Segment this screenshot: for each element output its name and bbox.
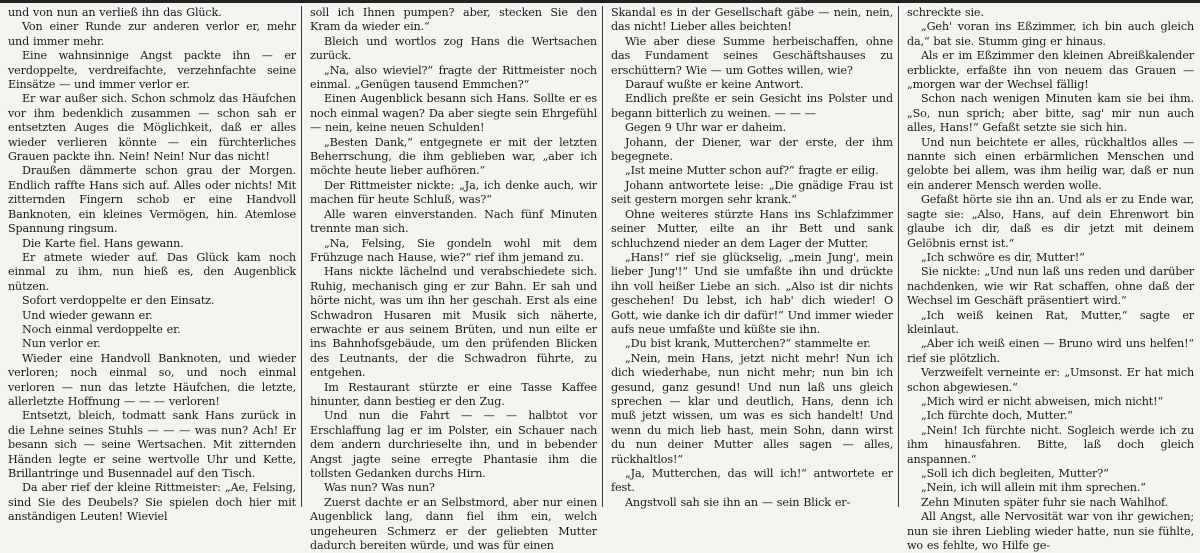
paragraph: Johann antwortete leise: „Die gnädige Frau ist seit gestern morgen sehr krank.“ bbox=[611, 178, 893, 207]
paragraph: Johann, der Diener, war der erste, der ihm begegnete. bbox=[611, 135, 893, 164]
paragraph: „Hans!“ rief sie glückselig, „mein Jung', mein lieber Jung'!“ Und sie umfaßte ihn und drückte ihn voll heißer Liebe an sich. „Also ist dir nichts geschehen! Du lebst, ich hab' dich wieder! O Gott, wie danke ich dir dafür!“ Und immer wieder aufs neue umfaßte und küßte sie ihn. bbox=[611, 250, 893, 336]
paragraph: Und wieder gewann er. bbox=[22, 308, 153, 322]
paragraph: „Du bist krank, Mutterchen?“ stammelte er. bbox=[625, 337, 871, 351]
paragraph: Gefaßt hörte sie ihn an. Und als er zu Ende war, sagte sie: „Also, Hans, auf dein Ehrenwort bin glaube ich dir, daß es dir jetzt mit deinem Gelöbnis ernst ist.“ bbox=[907, 193, 1194, 250]
paragraph: Von einer Runde zur anderen verlor er, mehr und immer mehr. bbox=[8, 20, 296, 48]
paragraph: Endlich preßte er sein Gesicht ins Polster und begann bitterlich zu weinen. — — — bbox=[611, 92, 893, 120]
paragraph: Schon nach wenigen Minuten kam sie bei ihm. „So, nun sprich; aber bitte, sag' mir nun auch alles, Hans!“ Gefaßt setzte sie sich hin. bbox=[907, 92, 1194, 135]
paragraph: Sie nickte: „Und nun laß uns reden und darüber nachdenken, wie wir Rat schaffen, ohne daß der Wechsel im Geschäft präsentiert wird.“ bbox=[907, 265, 1194, 308]
paragraph: Darauf wußte er keine Antwort. bbox=[625, 78, 804, 92]
paragraph: Zehn Minuten später fuhr sie nach Wahlhof. bbox=[921, 495, 1169, 509]
text-column-1 bbox=[0, 6, 302, 524]
paragraph: „Ja, Mutterchen, das will ich!“ antwortete er fest. bbox=[611, 467, 893, 495]
paragraph: Er atmete wieder auf. Das Glück kam noch einmal zu ihm, nun hieß es, den Augenblick nützen. bbox=[8, 250, 296, 293]
paragraph: Entsetzt, bleich, todmatt sank Hans zurück in die Lehne seines Stuhls — — — was nun? Ach! Er besann sich — seine Wertsachen. Mit zitternden Händen legte er seine wertvolle Uhr und Kette, Brillantringe und Busennadel auf den Tisch. bbox=[8, 409, 296, 480]
paragraph: All Angst, alle Nervosität war von ihr gewichen; nun sie ihren Liebling wieder hatte, nun sie fühlte, wo es fehlte, wo Hilfe ge- bbox=[907, 510, 1194, 553]
paragraph: „Ist meine Mutter schon auf?“ fragte er eilig. bbox=[625, 164, 879, 178]
paragraph: „Ich weiß keinen Rat, Mutter,“ sagte er kleinlaut. bbox=[907, 308, 1194, 336]
paragraph: Wie aber diese Summe herbeischaffen, ohne das Fundament seines Geschäftshauses zu erschüttern? Wie — um Gottes willen, wie? bbox=[611, 34, 893, 77]
paragraph: „Nein, mein Hans, jetzt nicht mehr! Nun ich dich wiederhabe, nun nicht mehr; nun bin ich gesund, ganz gesund! Und nun laß uns gleich sprechen — klar und deutlich, Hans, denn ich muß jetzt wissen, um was es sich handelt! Und wenn du mich lieb hast, mein Sohn, dann wirst du nun deiner Mutter alles sagen — alles, rückhaltlos!“ bbox=[611, 351, 893, 466]
paragraph: Und nun die Fahrt — — — halbtot vor Erschlaffung lag er im Polster, ein Schauer nach dem andern durchrieselte ihn, und in bebender Angst jagte seine erregte Phantasie ihm die tollsten Gedanken durchs Hirn. bbox=[310, 409, 597, 480]
text-column-2 bbox=[302, 6, 603, 553]
paragraph: Was nun? Was nun? bbox=[324, 481, 435, 495]
paragraph: Noch einmal verdoppelte er. bbox=[22, 322, 181, 336]
paragraph: Sofort verdoppelte er den Einsatz. bbox=[22, 294, 215, 308]
paragraph: Angstvoll sah sie ihn an — sein Blick er- bbox=[625, 495, 851, 509]
paragraph: „Ich fürchte doch, Mutter.“ bbox=[921, 409, 1073, 423]
paragraph: „Ich schwöre es dir, Mutter!“ bbox=[921, 250, 1085, 264]
paragraph: Der Rittmeister nickte: „Ja, ich denke auch, wir machen für heute Schluß, was?“ bbox=[310, 178, 597, 207]
paragraph: „Na, Felsing, Sie gondeln wohl mit dem Frühzuge nach Hause, wie?“ rief ihm jemand zu. bbox=[310, 236, 597, 264]
paragraph: „Mich wird er nicht abweisen, mich nicht!“ bbox=[921, 394, 1164, 408]
paragraph: „Aber ich weiß einen — Bruno wird uns helfen!“ rief sie plötzlich. bbox=[907, 337, 1194, 365]
paragraph: Und nun beichtete er alles, rückhaltlos alles — nannte sich einen erbärmlichen Menschen und gelobte bei allem, was ihm heilig war, daß er nun ein anderer Mensch werden wolle. bbox=[907, 135, 1194, 192]
paragraph: Eine wahnsinnige Angst packte ihn — er verdoppelte, verdreifachte, verzehnfachte seine Einsätze — und immer verlor er. bbox=[8, 49, 296, 92]
paragraph: Die Karte fiel. Hans gewann. bbox=[22, 236, 184, 250]
paragraph: Bleich und wortlos zog Hans die Wertsachen zurück. bbox=[310, 34, 597, 63]
paragraph: Gegen 9 Uhr war er daheim. bbox=[625, 121, 786, 135]
paragraph: und von nun an verließ ihn das Glück. bbox=[8, 6, 222, 19]
paragraph: schreckte sie. bbox=[907, 6, 984, 19]
paragraph: Wieder eine Handvoll Banknoten, und wieder verloren; noch einmal so, und noch einmal verloren — nun das letzte Häufchen, die letzte, allerletzte Hoffnung — — — verloren! bbox=[8, 351, 296, 408]
paragraph: Als er im Eßzimmer den kleinen Abreißkalender erblickte, erfaßte ihn von neuem das Grauen — „morgen war der Wechsel fällig! bbox=[907, 49, 1194, 92]
paragraph: Ohne weiteres stürzte Hans ins Schlafzimmer seiner Mutter, eilte an ihr Bett und sank schluchzend nieder an dem Lager der Mutter. bbox=[611, 207, 893, 250]
paragraph: „Besten Dank,“ entgegnete er mit der letzten Beherrschung, die ihm geblieben war, „aber ich möchte heute lieber aufhören.“ bbox=[310, 135, 597, 178]
paragraph: soll ich Ihnen pumpen? aber, stecken Sie den Kram da wieder ein.“ bbox=[310, 6, 597, 34]
paragraph: „Soll ich dich begleiten, Mutter?“ bbox=[921, 467, 1109, 480]
paragraph: Nun verlor er. bbox=[22, 337, 101, 351]
text-column-3 bbox=[603, 6, 899, 509]
paragraph: Hans nickte lächelnd und verabschiedete sich. Ruhig, mechanisch ging er zur Bahn. Er sah und hörte nicht, was um ihn her geschah. Erst als eine Schwadron Husaren mit Musik sich näherte, erwachte er aus seinem Brüten, und nun eilte er ins Bahnhofsgebäude, um den prüfenden Blicken des Leutnants, der die Schwadron führte, zu entgehen. bbox=[310, 265, 597, 380]
text-column-4 bbox=[899, 6, 1200, 553]
paragraph: „Nein! Ich fürchte nicht. Sogleich werde ich zu ihm hinausfahren. Bitte, laß doch gleich anspannen.“ bbox=[907, 423, 1194, 466]
paragraph: Er war außer sich. Schon schmolz das Häufchen vor ihm bedenklich zusammen — schon sah er entsetzten Auges die Möglichkeit, daß er alles wieder verlieren könnte — ein fürchterliches Grauen packte ihn. Nein! Nein! Nur das nicht! bbox=[8, 92, 296, 164]
paragraph: Draußen dämmerte schon grau der Morgen. Endlich raffte Hans sich auf. Alles oder nichts! Mit zitternden Fingern schob er eine Handvoll Banknoten, ein kleines Vermögen, hin. Atemlose Spannung ringsum. bbox=[8, 164, 296, 236]
paragraph: Alle waren einverstanden. Nach fünf Minuten trennte man sich. bbox=[310, 207, 597, 236]
paragraph: „Geh' voran ins Eßzimmer, ich bin auch gleich da,“ bat sie. Stumm ging er hinaus. bbox=[907, 20, 1194, 48]
paragraph: Da aber rief der kleine Rittmeister: „Ae, Felsing, sind Sie des Deubels? Sie spielen doch hier mit anständigen Leuten! Wieviel bbox=[8, 481, 296, 524]
paragraph: „Nein, ich will allein mit ihm sprechen.“ bbox=[921, 481, 1146, 495]
paragraph: Verzweifelt verneinte er: „Umsonst. Er hat mich schon abgewiesen.“ bbox=[907, 366, 1194, 394]
paragraph: Skandal es in der Gesellschaft gäbe — nein, nein, das nicht! Lieber alles beichten! bbox=[611, 6, 893, 34]
paragraph: „Na, also wieviel?“ fragte der Rittmeister noch einmal. „Genügen tausend Emmchen?“ bbox=[310, 63, 597, 92]
paragraph: Zuerst dachte er an Selbstmord, aber nur einen Augenblick lang, dann fiel ihm ein, welch ungeheuren Schmerz er der geliebten Mutter dadurch bereiten würde, und was für einen bbox=[310, 495, 597, 553]
paragraph: Einen Augenblick besann sich Hans. Sollte er es noch einmal wagen? Da aber siegte sein Ehrgefühl — nein, keine neuen Schulden! bbox=[310, 92, 597, 135]
paragraph: Im Restaurant stürzte er eine Tasse Kaffee hinunter, dann bestieg er den Zug. bbox=[310, 380, 597, 408]
